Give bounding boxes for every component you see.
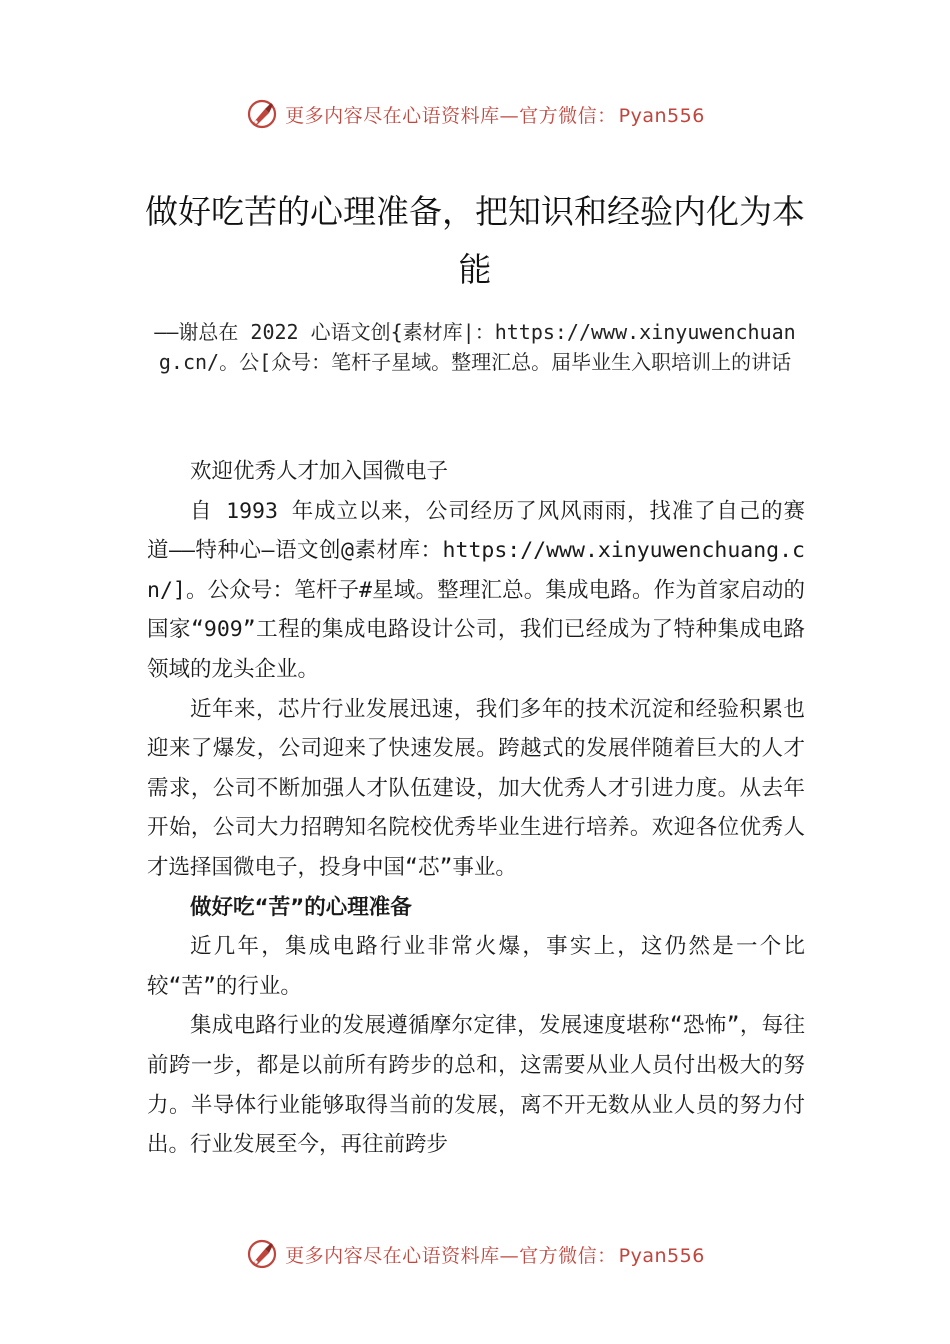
paragraph-welcome: 欢迎优秀人才加入国微电子 bbox=[190, 459, 449, 484]
pen-logo-icon bbox=[245, 1237, 279, 1271]
banner-text: 更多内容尽在心语资料库—官方微信： Pyan556 bbox=[285, 104, 705, 127]
document-title: 做好吃苦的心理准备，把知识和经验内化为本能 bbox=[145, 192, 805, 289]
footer-watermark-banner bbox=[0, 1232, 950, 1276]
paragraph-history: 自 1993 年成立以来，公司经历了风风雨雨，找准了自己的赛道——特种心—语文创@素材库：https://www.xinyuwenchuang.cn/]。公众号：笔杆子#星域。整理汇总。集成电路。作为首家启动的国家“909”工程的集成电路设计公司，我们已经成为了特种集成电路领域的龙头企业。 bbox=[147, 498, 805, 682]
paragraph-moore-law: 集成电路行业的发展遵循摩尔定律，发展速度堪称“恐怖”，每往前跨一步，都是以前所有跨步的总和，这需要从业人员付出极大的努力。半导体行业能够取得当前的发展，离不开无数从业人员的努力付出。行业发展至今，再往前跨步 bbox=[147, 1013, 805, 1158]
paragraph-growth: 近年来，芯片行业发展迅速，我们多年的技术沉淀和经验积累也迎来了爆发，公司迎来了快速发展。跨越式的发展伴随着巨大的人才需求，公司不断加强人才队伍建设，加大优秀人才引进力度。从去年开始，公司大力招聘知名院校优秀毕业生进行培养。欢迎各位优秀人才选择国微电子，投身中国“芯”事业。 bbox=[147, 696, 805, 880]
banner-handle: Pyan556 bbox=[618, 1244, 705, 1267]
document-body bbox=[147, 452, 805, 1165]
paragraph-industry: 近几年，集成电路行业非常火爆，事实上，这仍然是一个比较“苦”的行业。 bbox=[147, 934, 805, 999]
section-heading: 做好吃“苦”的心理准备 bbox=[190, 894, 412, 920]
document-subtitle: ——谢总在 2022 心语文创{素材库|：https://www.xinyuwenchuang.cn/。公[众号：笔杆子星域。整理汇总。届毕业生入职培训上的讲话 bbox=[154, 320, 796, 374]
banner-handle: Pyan556 bbox=[618, 104, 705, 127]
banner-text: 更多内容尽在心语资料库—官方微信： Pyan556 bbox=[285, 1244, 705, 1267]
header-watermark-banner bbox=[0, 92, 950, 136]
pen-logo-icon bbox=[245, 97, 279, 131]
